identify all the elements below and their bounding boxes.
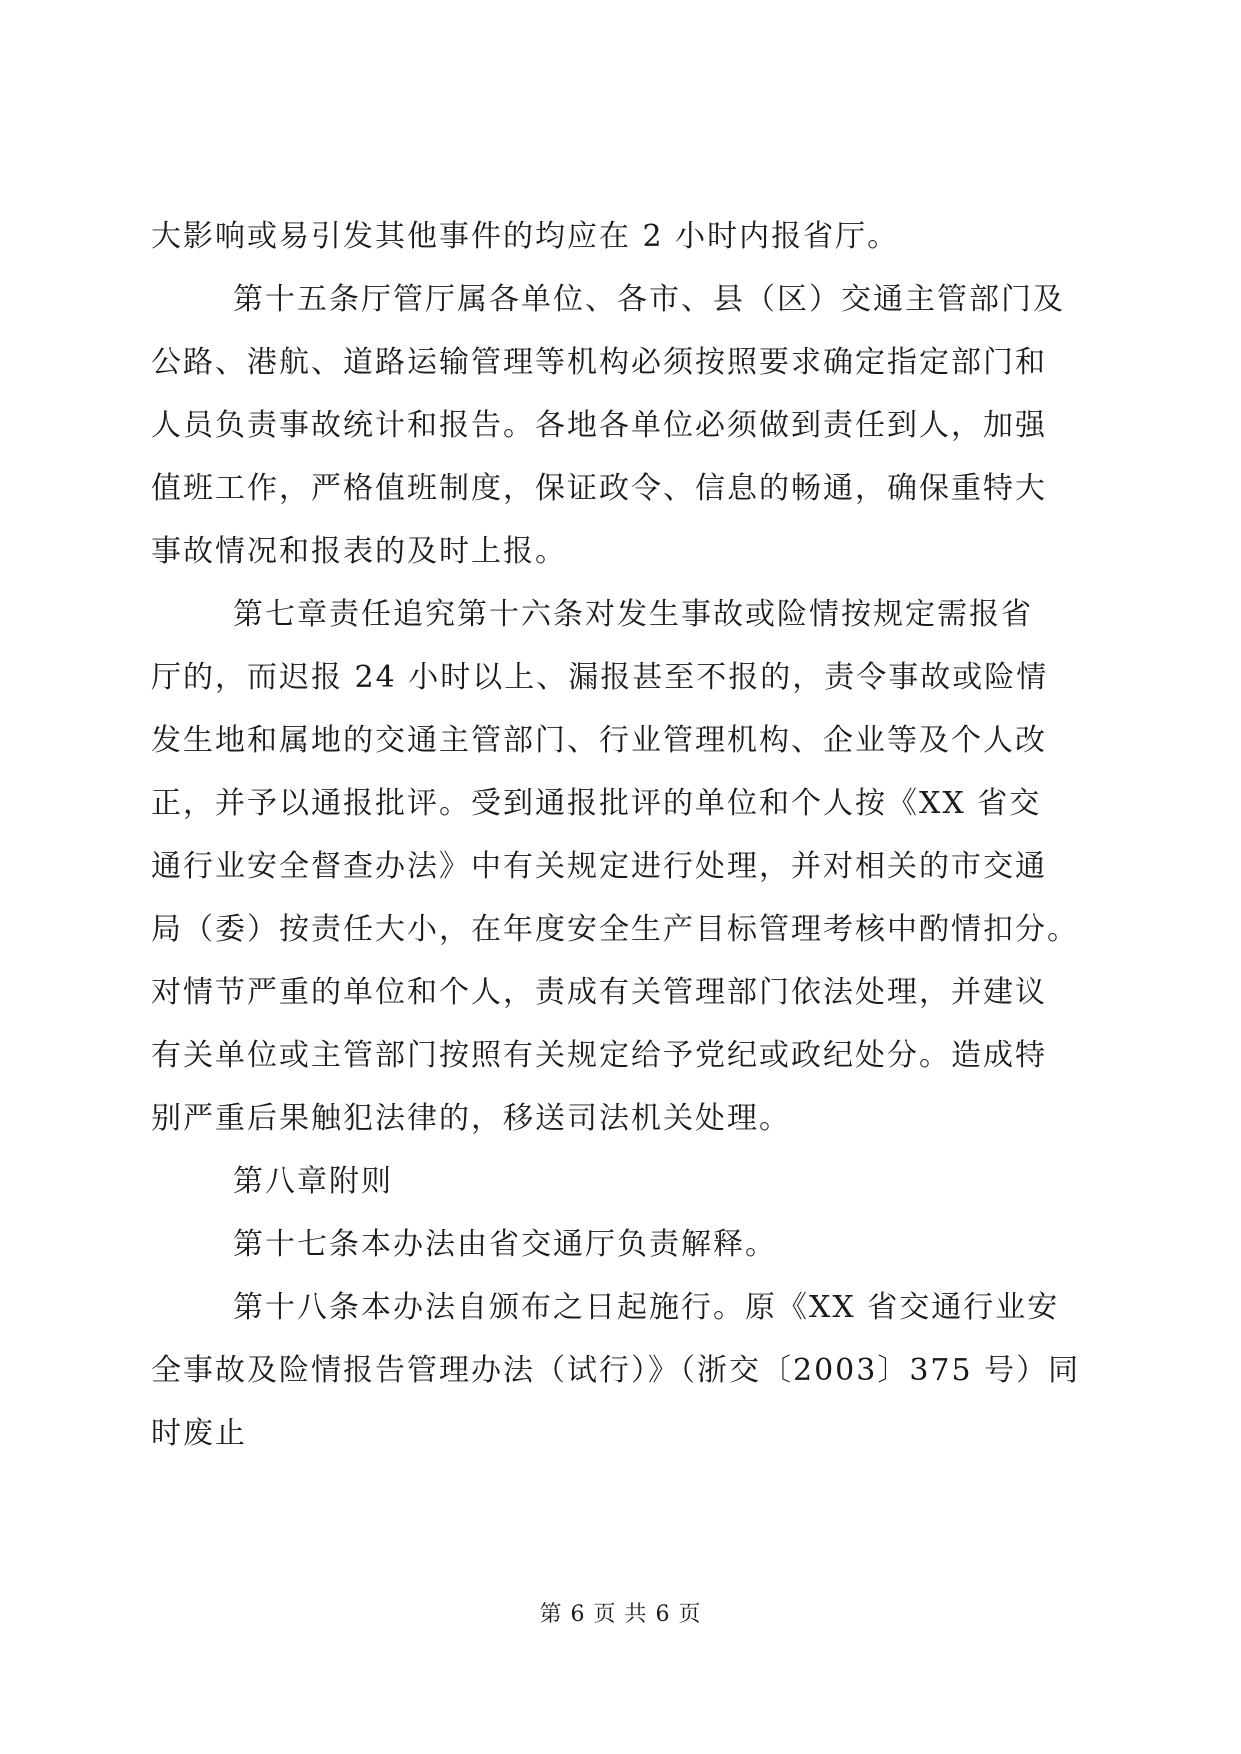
paragraph-line: 有关单位或主管部门按照有关规定给予党纪或政纪处分。造成特 xyxy=(151,1038,1047,1073)
paragraph-line: 事故情况和报表的及时上报。 xyxy=(151,534,567,569)
chapter-heading: 第八章附则 xyxy=(233,1164,393,1199)
paragraph-line: 局（委）按责任大小，在年度安全生产目标管理考核中酌情扣分。 xyxy=(151,912,1079,947)
paragraph-line: 正，并予以通报批评。受到通报批评的单位和个人按《XX 省交 xyxy=(151,786,1042,821)
page-footer xyxy=(0,1597,1241,1628)
page-number-label: 第 6 页 共 6 页 xyxy=(539,1602,702,1627)
paragraph-line: 全事故及险情报告管理办法（试行）》（浙交〔2003〕375 号）同 xyxy=(151,1353,1081,1388)
paragraph-line: 别严重后果触犯法律的，移送司法机关处理。 xyxy=(151,1101,791,1136)
paragraph-line: 公路、港航、道路运输管理等机构必须按照要求确定指定部门和 xyxy=(151,345,1047,380)
document-body xyxy=(151,205,1091,1465)
paragraph-line: 人员负责事故统计和报告。各地各单位必须做到责任到人，加强 xyxy=(151,408,1047,443)
paragraph-line: 时废止 xyxy=(151,1416,247,1451)
paragraph-line: 大影响或易引发其他事件的均应在 2 小时内报省厅。 xyxy=(151,219,900,254)
paragraph-line: 通行业安全督查办法》中有关规定进行处理，并对相关的市交通 xyxy=(151,849,1047,884)
paragraph-line: 对情节严重的单位和个人，责成有关管理部门依法处理，并建议 xyxy=(151,975,1047,1010)
paragraph-line: 厅的，而迟报 24 小时以上、漏报甚至不报的，责令事故或险情 xyxy=(151,660,1049,695)
paragraph-line: 第十五条厅管厅属各单位、各市、县（区）交通主管部门及 xyxy=(233,282,1065,317)
paragraph-line: 第十七条本办法由省交通厅负责解释。 xyxy=(233,1227,777,1262)
paragraph-line: 第十八条本办法自颁布之日起施行。原《XX 省交通行业安 xyxy=(233,1290,1060,1325)
paragraph-line: 第七章责任追究第十六条对发生事故或险情按规定需报省 xyxy=(233,597,1033,632)
paragraph-line: 发生地和属地的交通主管部门、行业管理机构、企业等及个人改 xyxy=(151,723,1047,758)
paragraph-line: 值班工作，严格值班制度，保证政令、信息的畅通，确保重特大 xyxy=(151,471,1047,506)
